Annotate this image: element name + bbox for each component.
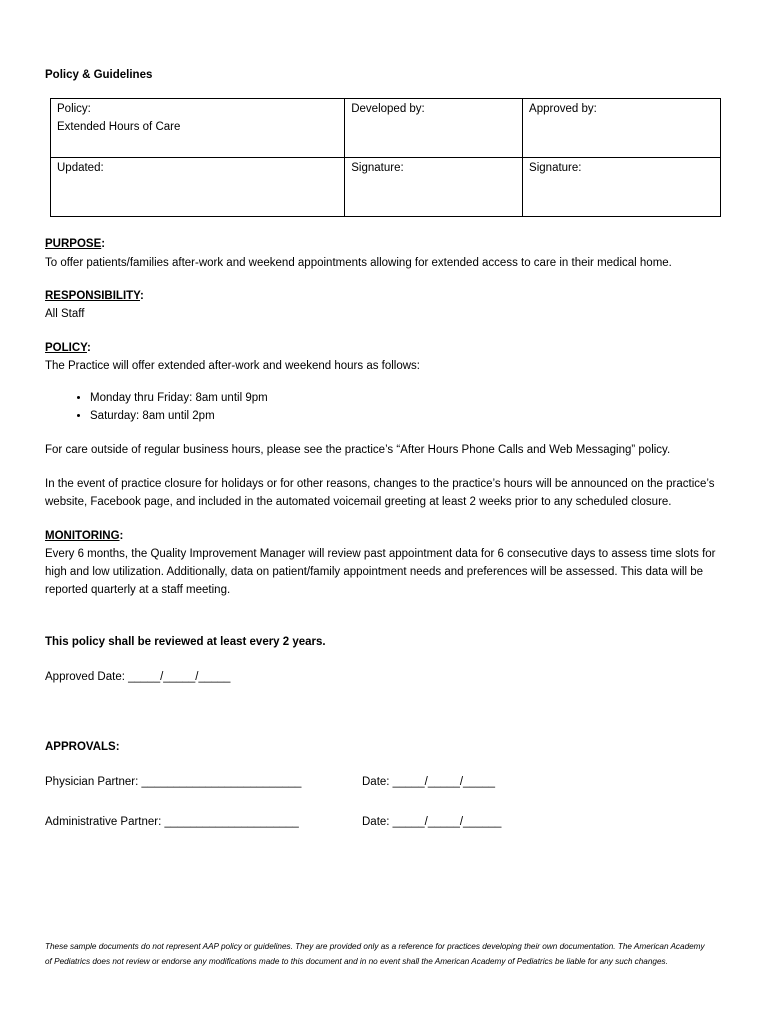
purpose-heading: PURPOSE (45, 238, 102, 250)
policy-header-table (50, 98, 721, 217)
closure-text: In the event of practice closure for holidays or for other reasons, changes to the practice’s hours will be announced on the practice’s website, Facebook page, and included in the automated voicemail greeting at least 2 weeks prior to any scheduled closure. (45, 478, 715, 508)
signature-cell-2 (523, 158, 721, 217)
responsibility-section (45, 287, 725, 323)
policy-label: Policy: (57, 103, 91, 115)
updated-cell (51, 158, 345, 217)
policy-name: Extended Hours of Care (57, 121, 181, 133)
administrative-partner-line: Administrative Partner: _____________________ (45, 816, 299, 828)
responsibility-text: All Staff (45, 308, 85, 320)
monitoring-text: Every 6 months, the Quality Improvement Manager will review past appointment data for 6 consecutive days to assess time slots for high and low utilization. Additionally, data on patient/family appointment needs and preferences will be assessed. This data will be reported quarterly at a staff meeting. (45, 548, 716, 596)
purpose-section (45, 235, 725, 273)
document-page (45, 66, 725, 831)
policy-section (45, 339, 725, 511)
developed-by-cell (345, 99, 523, 158)
monitoring-section (45, 527, 725, 599)
signature-label-2: Signature: (529, 162, 582, 174)
approvals-heading: APPROVALS: (45, 741, 120, 753)
approved-by-cell (523, 99, 721, 158)
monitoring-colon: : (119, 530, 124, 542)
approved-by-label: Approved by: (529, 103, 597, 115)
purpose-colon: : (101, 238, 106, 250)
physician-partner-line: Physician Partner: _________________________ (45, 776, 302, 788)
updated-label: Updated: (57, 162, 104, 174)
policy-cell (51, 99, 345, 158)
administrative-date-line: Date: _____/_____/______ (362, 816, 502, 828)
document-title: Policy & Guidelines (45, 69, 153, 81)
approved-date-line: Approved Date: _____/_____/_____ (45, 671, 231, 683)
monitoring-heading: MONITORING (45, 530, 120, 542)
developed-by-label: Developed by: (351, 103, 425, 115)
policy-intro: The Practice will offer extended after-work and weekend hours as follows: (45, 360, 421, 372)
hours-list (45, 389, 725, 425)
physician-date-line: Date: _____/_____/_____ (362, 776, 496, 788)
signature-cell-1 (345, 158, 523, 217)
responsibility-heading: RESPONSIBILITY (45, 290, 140, 302)
review-note: This policy shall be reviewed at least every 2 years. (45, 636, 326, 648)
hours-item-saturday: • Saturday: 8am until 2pm (90, 407, 725, 425)
purpose-text: To offer patients/families after-work and weekend appointments allowing for extended access to care in their medical home. (45, 257, 672, 269)
administrative-approval-row (45, 813, 725, 831)
policy-heading: POLICY (45, 342, 87, 354)
physician-approval-row (45, 773, 725, 791)
disclaimer-footnote: These sample documents do not represent AAP policy or guidelines. They are provided only as a reference for practices developing their own documentation. The American Academy of Pediatrics does not review or endorse any modifications made to this document and in no event shall the American Academy of Pediatrics be liable for any such changes. (45, 942, 705, 967)
hours-item-weekdays: • Monday thru Friday: 8am until 9pm (90, 389, 725, 407)
responsibility-colon: : (140, 290, 144, 302)
policy-colon: : (86, 342, 91, 354)
signature-label-1: Signature: (351, 162, 404, 174)
after-hours-text: For care outside of regular business hours, please see the practice’s “After Hours Phone Calls and Web Messaging” policy. (45, 444, 671, 456)
